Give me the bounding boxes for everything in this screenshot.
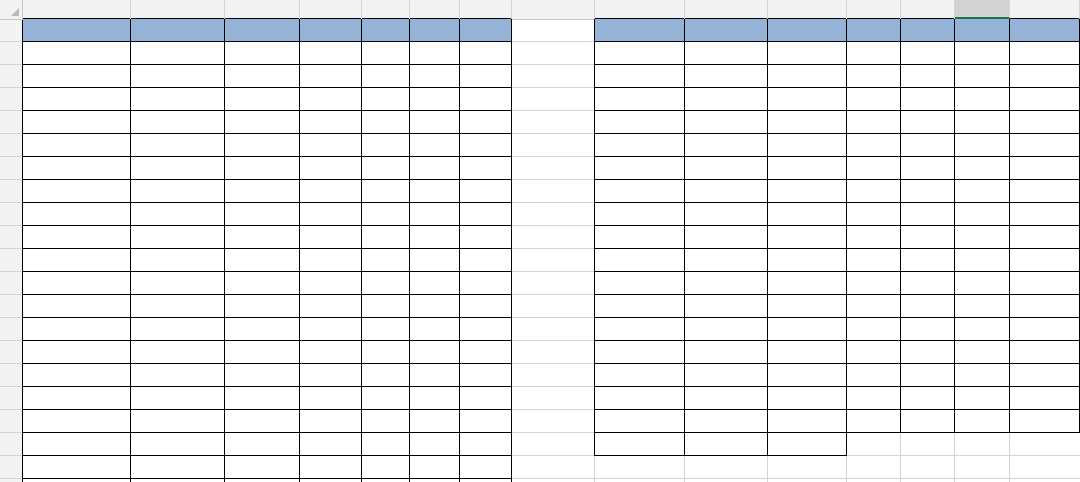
left-table-cell[interactable]	[362, 272, 410, 295]
left-table-cell[interactable]	[131, 272, 225, 295]
column-header-d[interactable]	[300, 0, 362, 19]
left-table-cell[interactable]	[362, 111, 410, 134]
left-table-cell[interactable]	[22, 42, 131, 65]
right-table-cell[interactable]	[595, 410, 685, 433]
cell-border	[595, 432, 1080, 433]
right-table-cell[interactable]	[768, 272, 847, 295]
cell-border	[22, 41, 512, 42]
left-table-cell[interactable]	[225, 341, 300, 364]
right-table-cell[interactable]	[595, 249, 685, 272]
right-table-cell[interactable]	[595, 134, 685, 157]
cell-border	[595, 110, 1080, 111]
cell-border	[595, 202, 1080, 203]
right-table-cell[interactable]	[595, 226, 685, 249]
row-header-11[interactable]	[0, 249, 22, 272]
left-table-cell[interactable]	[131, 295, 225, 318]
left-table-cell[interactable]	[300, 42, 362, 65]
right-table-cell[interactable]	[595, 295, 685, 318]
left-table-cell[interactable]	[22, 410, 131, 433]
left-table-cell[interactable]	[300, 456, 362, 479]
left-table-cell[interactable]	[362, 456, 410, 479]
cell-border	[22, 225, 512, 226]
cell-border	[22, 248, 512, 249]
cell-border	[595, 294, 1080, 295]
cell-border	[595, 179, 1080, 180]
right-table-cell[interactable]	[768, 410, 847, 433]
row-header-20[interactable]	[0, 456, 22, 479]
left-table-header-cell[interactable]	[225, 19, 300, 42]
left-table-cell[interactable]	[131, 180, 225, 203]
left-table-cell[interactable]	[460, 456, 512, 479]
left-table-cell[interactable]	[460, 364, 512, 387]
column-header-e[interactable]	[362, 0, 410, 19]
column-header-n[interactable]	[955, 0, 1010, 19]
left-table-cell[interactable]	[131, 410, 225, 433]
left-table-cell[interactable]	[460, 88, 512, 111]
right-table-cell[interactable]	[685, 88, 768, 111]
left-table-cell[interactable]	[22, 157, 131, 180]
right-table-cell[interactable]	[685, 111, 768, 134]
left-table-cell[interactable]	[225, 272, 300, 295]
cell-border	[1009, 19, 1010, 433]
right-table-cell[interactable]	[685, 318, 768, 341]
right-table-cell[interactable]	[685, 433, 768, 456]
left-table-cell[interactable]	[300, 341, 362, 364]
row-header-16[interactable]	[0, 364, 22, 387]
cell-border	[511, 19, 512, 482]
left-table-cell[interactable]	[225, 410, 300, 433]
left-table-cell[interactable]	[362, 318, 410, 341]
right-table-cell[interactable]	[768, 203, 847, 226]
left-table-cell[interactable]	[362, 341, 410, 364]
left-table-cell[interactable]	[225, 433, 300, 456]
cell-border	[22, 409, 512, 410]
left-table-cell[interactable]	[300, 88, 362, 111]
cell-border	[299, 19, 300, 482]
right-table-cell[interactable]	[768, 249, 847, 272]
column-header-b[interactable]	[131, 0, 225, 19]
left-table-cell[interactable]	[300, 134, 362, 157]
left-table-header-cell[interactable]	[22, 19, 131, 42]
select-all-triangle-icon	[11, 8, 19, 16]
left-table-cell[interactable]	[22, 111, 131, 134]
left-table-cell[interactable]	[225, 318, 300, 341]
cell-border	[595, 133, 1080, 134]
column-header-l[interactable]	[847, 0, 901, 19]
left-table-cell[interactable]	[410, 65, 460, 88]
cell-border	[954, 19, 955, 433]
right-table-cell[interactable]	[685, 341, 768, 364]
cell-border	[595, 340, 1080, 341]
right-table-cell[interactable]	[595, 88, 685, 111]
right-table-cell[interactable]	[768, 180, 847, 203]
left-table-cell[interactable]	[410, 433, 460, 456]
left-table-cell[interactable]	[362, 42, 410, 65]
cell-border	[22, 478, 512, 479]
cell-border	[595, 455, 847, 456]
left-table-cell[interactable]	[225, 387, 300, 410]
left-table-cell[interactable]	[460, 157, 512, 180]
left-table-cell[interactable]	[460, 295, 512, 318]
right-table-cell[interactable]	[685, 387, 768, 410]
right-table-cell[interactable]	[685, 410, 768, 433]
left-table-cell[interactable]	[131, 318, 225, 341]
row-header-19[interactable]	[0, 433, 22, 456]
right-table-cell[interactable]	[595, 341, 685, 364]
left-table-cell[interactable]	[410, 249, 460, 272]
cell-border	[22, 156, 512, 157]
left-table-cell[interactable]	[410, 456, 460, 479]
left-table-cell[interactable]	[362, 180, 410, 203]
row-header-5[interactable]	[0, 111, 22, 134]
left-table-cell[interactable]	[300, 203, 362, 226]
left-table-cell[interactable]	[460, 272, 512, 295]
row-header-8[interactable]	[0, 180, 22, 203]
cell-border	[595, 317, 1080, 318]
column-header-h[interactable]	[512, 0, 595, 19]
left-table-cell[interactable]	[362, 88, 410, 111]
right-table-header-cell[interactable]	[955, 19, 1010, 42]
left-table-cell[interactable]	[131, 341, 225, 364]
cell-border	[22, 133, 512, 134]
right-table-cell[interactable]	[685, 364, 768, 387]
cell-border	[22, 110, 512, 111]
right-table-cell[interactable]	[685, 180, 768, 203]
right-table-cell[interactable]	[768, 341, 847, 364]
cell-border	[595, 156, 1080, 157]
left-table-cell[interactable]	[131, 387, 225, 410]
left-table-cell[interactable]	[22, 318, 131, 341]
left-table-cell[interactable]	[410, 364, 460, 387]
left-table-cell[interactable]	[460, 65, 512, 88]
left-table-cell[interactable]	[131, 88, 225, 111]
cell-border	[224, 19, 225, 482]
cell-border	[595, 248, 1080, 249]
left-table-cell[interactable]	[410, 318, 460, 341]
left-table-cell[interactable]	[410, 134, 460, 157]
left-table-cell[interactable]	[300, 180, 362, 203]
left-table-header-cell[interactable]	[131, 19, 225, 42]
right-table-cell[interactable]	[768, 111, 847, 134]
left-table-cell[interactable]	[362, 433, 410, 456]
cell-border	[595, 271, 1080, 272]
row-header-9[interactable]	[0, 203, 22, 226]
left-table-cell[interactable]	[225, 203, 300, 226]
cell-border	[22, 19, 23, 482]
row-header-4[interactable]	[0, 88, 22, 111]
right-table-cell[interactable]	[595, 65, 685, 88]
row-header-14[interactable]	[0, 318, 22, 341]
cell-border	[595, 363, 1080, 364]
left-table-cell[interactable]	[362, 226, 410, 249]
left-table-cell[interactable]	[22, 456, 131, 479]
left-table-cell[interactable]	[460, 341, 512, 364]
right-table-cell[interactable]	[595, 180, 685, 203]
left-table-cell[interactable]	[300, 433, 362, 456]
cell-border	[361, 19, 362, 482]
left-table-cell[interactable]	[460, 410, 512, 433]
left-table-cell[interactable]	[131, 456, 225, 479]
right-table-cell[interactable]	[768, 295, 847, 318]
cell-border	[22, 87, 512, 88]
cell-border	[22, 432, 512, 433]
left-table-cell[interactable]	[225, 42, 300, 65]
left-table-cell[interactable]	[22, 134, 131, 157]
left-table-cell[interactable]	[460, 111, 512, 134]
row-header-18[interactable]	[0, 410, 22, 433]
right-table-cell[interactable]	[685, 203, 768, 226]
right-table-cell[interactable]	[685, 134, 768, 157]
left-table-cell[interactable]	[131, 134, 225, 157]
cell-border	[459, 19, 460, 482]
left-table-cell[interactable]	[362, 410, 410, 433]
cell-border	[22, 64, 512, 65]
left-table-cell[interactable]	[410, 295, 460, 318]
right-table-cell[interactable]	[768, 157, 847, 180]
left-table-cell[interactable]	[300, 387, 362, 410]
row-header-3[interactable]	[0, 65, 22, 88]
right-table-cell[interactable]	[595, 157, 685, 180]
left-table-cell[interactable]	[362, 295, 410, 318]
right-table-header-cell[interactable]	[768, 19, 847, 42]
left-table-cell[interactable]	[300, 226, 362, 249]
left-table-cell[interactable]	[460, 134, 512, 157]
left-table-cell[interactable]	[131, 111, 225, 134]
column-header-m[interactable]	[901, 0, 955, 19]
row-header-2[interactable]	[0, 42, 22, 65]
left-table-cell[interactable]	[131, 226, 225, 249]
cell-border	[846, 19, 847, 456]
left-table-cell[interactable]	[300, 111, 362, 134]
left-table-cell[interactable]	[410, 157, 460, 180]
cell-border	[22, 317, 512, 318]
right-table-cell[interactable]	[768, 318, 847, 341]
left-table-cell[interactable]	[362, 387, 410, 410]
right-table-header-cell[interactable]	[847, 19, 901, 42]
right-table-header-cell[interactable]	[685, 19, 768, 42]
right-table-cell[interactable]	[595, 42, 685, 65]
left-table-cell[interactable]	[460, 203, 512, 226]
left-table-cell[interactable]	[225, 65, 300, 88]
cell-border	[22, 386, 512, 387]
column-header-c[interactable]	[225, 0, 300, 19]
right-table-cell[interactable]	[595, 387, 685, 410]
left-table-cell[interactable]	[300, 364, 362, 387]
row-header-17[interactable]	[0, 387, 22, 410]
left-table-cell[interactable]	[22, 295, 131, 318]
row-header-13[interactable]	[0, 295, 22, 318]
right-table-cell[interactable]	[685, 65, 768, 88]
row-header-6[interactable]	[0, 134, 22, 157]
left-table-header-cell[interactable]	[300, 19, 362, 42]
left-table-cell[interactable]	[460, 387, 512, 410]
column-header-g[interactable]	[460, 0, 512, 19]
column-header-o[interactable]	[1010, 0, 1080, 19]
left-table-cell[interactable]	[410, 88, 460, 111]
left-table-cell[interactable]	[460, 226, 512, 249]
cell-border	[22, 340, 512, 341]
left-table-cell[interactable]	[225, 226, 300, 249]
cell-border	[22, 271, 512, 272]
right-table-header-cell[interactable]	[595, 19, 685, 42]
left-table-cell[interactable]	[22, 249, 131, 272]
left-table-cell[interactable]	[300, 65, 362, 88]
left-table-cell[interactable]	[410, 341, 460, 364]
left-table-cell[interactable]	[225, 249, 300, 272]
right-table-header-cell[interactable]	[901, 19, 955, 42]
left-table-cell[interactable]	[410, 180, 460, 203]
right-table-cell[interactable]	[768, 134, 847, 157]
left-table-cell[interactable]	[131, 157, 225, 180]
row-header-1[interactable]	[0, 19, 22, 42]
right-table-cell[interactable]	[595, 272, 685, 295]
column-header-j[interactable]	[685, 0, 768, 19]
cell-border	[130, 19, 131, 482]
column-header-i[interactable]	[595, 0, 685, 19]
left-table-cell[interactable]	[460, 433, 512, 456]
cell-border	[767, 19, 768, 456]
left-table-cell[interactable]	[131, 42, 225, 65]
left-table-cell[interactable]	[300, 318, 362, 341]
left-table-cell[interactable]	[410, 42, 460, 65]
right-table-cell[interactable]	[768, 226, 847, 249]
left-table-cell[interactable]	[131, 249, 225, 272]
left-table-cell[interactable]	[460, 249, 512, 272]
right-table-cell[interactable]	[768, 65, 847, 88]
left-table-cell[interactable]	[22, 364, 131, 387]
left-table-cell[interactable]	[460, 42, 512, 65]
right-table-cell[interactable]	[685, 157, 768, 180]
left-table-cell[interactable]	[225, 157, 300, 180]
left-table-cell[interactable]	[410, 387, 460, 410]
left-table-cell[interactable]	[225, 364, 300, 387]
left-table-cell[interactable]	[410, 203, 460, 226]
right-table-cell[interactable]	[768, 42, 847, 65]
left-table-cell[interactable]	[225, 295, 300, 318]
cell-border	[22, 202, 512, 203]
right-table-cell[interactable]	[595, 111, 685, 134]
left-table-cell[interactable]	[362, 65, 410, 88]
cell-border	[22, 363, 512, 364]
cell-border	[595, 386, 1080, 387]
cell-border	[22, 294, 512, 295]
left-table-cell[interactable]	[22, 203, 131, 226]
left-table-cell[interactable]	[22, 180, 131, 203]
left-table-cell[interactable]	[362, 203, 410, 226]
left-table-cell[interactable]	[22, 88, 131, 111]
left-table-cell[interactable]	[410, 410, 460, 433]
right-table-cell[interactable]	[768, 364, 847, 387]
cell-border	[594, 19, 595, 456]
right-table-cell[interactable]	[685, 42, 768, 65]
left-table-header-cell[interactable]	[460, 19, 512, 42]
left-table-cell[interactable]	[225, 88, 300, 111]
left-table-cell[interactable]	[410, 226, 460, 249]
select-all-corner[interactable]	[0, 0, 23, 20]
right-table-cell[interactable]	[595, 203, 685, 226]
left-table-cell[interactable]	[460, 180, 512, 203]
cell-border	[595, 87, 1080, 88]
left-table-cell[interactable]	[410, 111, 460, 134]
left-table-cell[interactable]	[22, 341, 131, 364]
column-header-a[interactable]	[22, 0, 131, 19]
right-table-cell[interactable]	[595, 433, 685, 456]
cell-border	[595, 409, 1080, 410]
left-table-cell[interactable]	[131, 364, 225, 387]
right-table-cell[interactable]	[685, 249, 768, 272]
cell-border	[595, 41, 1080, 42]
left-table-cell[interactable]	[300, 410, 362, 433]
right-table-cell[interactable]	[685, 226, 768, 249]
row-header-10[interactable]	[0, 226, 22, 249]
left-table-cell[interactable]	[362, 157, 410, 180]
left-table-cell[interactable]	[460, 318, 512, 341]
column-header-k[interactable]	[768, 0, 847, 19]
left-table-cell[interactable]	[22, 387, 131, 410]
cell-border	[900, 19, 901, 433]
left-table-cell[interactable]	[131, 433, 225, 456]
left-table-cell[interactable]	[131, 65, 225, 88]
cell-border	[684, 19, 685, 456]
right-table-cell[interactable]	[595, 318, 685, 341]
right-table-cell[interactable]	[768, 88, 847, 111]
right-table-header-cell[interactable]	[1010, 19, 1080, 42]
left-table-cell[interactable]	[225, 180, 300, 203]
cell-border	[22, 179, 512, 180]
left-table-cell[interactable]	[225, 456, 300, 479]
right-table-cell[interactable]	[768, 387, 847, 410]
column-header-f[interactable]	[410, 0, 460, 19]
left-table-cell[interactable]	[22, 226, 131, 249]
right-table-cell[interactable]	[768, 433, 847, 456]
left-table-cell[interactable]	[300, 249, 362, 272]
left-table-header-cell[interactable]	[362, 19, 410, 42]
left-table-cell[interactable]	[362, 134, 410, 157]
left-table-cell[interactable]	[22, 433, 131, 456]
left-table-cell[interactable]	[410, 272, 460, 295]
right-table-cell[interactable]	[595, 364, 685, 387]
left-table-cell[interactable]	[362, 249, 410, 272]
cell-border	[595, 64, 1080, 65]
left-table-cell[interactable]	[300, 295, 362, 318]
row-header-15[interactable]	[0, 341, 22, 364]
left-table-cell[interactable]	[131, 203, 225, 226]
cell-border	[595, 225, 1080, 226]
left-table-header-cell[interactable]	[410, 19, 460, 42]
left-table-cell[interactable]	[225, 134, 300, 157]
row-header-12[interactable]	[0, 272, 22, 295]
right-table-cell[interactable]	[685, 272, 768, 295]
left-table-cell[interactable]	[22, 65, 131, 88]
left-table-cell[interactable]	[22, 272, 131, 295]
row-header-7[interactable]	[0, 157, 22, 180]
cell-border	[409, 19, 410, 482]
left-table-cell[interactable]	[300, 272, 362, 295]
left-table-cell[interactable]	[300, 157, 362, 180]
right-table-cell[interactable]	[685, 295, 768, 318]
cell-border	[22, 455, 512, 456]
left-table-cell[interactable]	[225, 111, 300, 134]
left-table-cell[interactable]	[362, 364, 410, 387]
